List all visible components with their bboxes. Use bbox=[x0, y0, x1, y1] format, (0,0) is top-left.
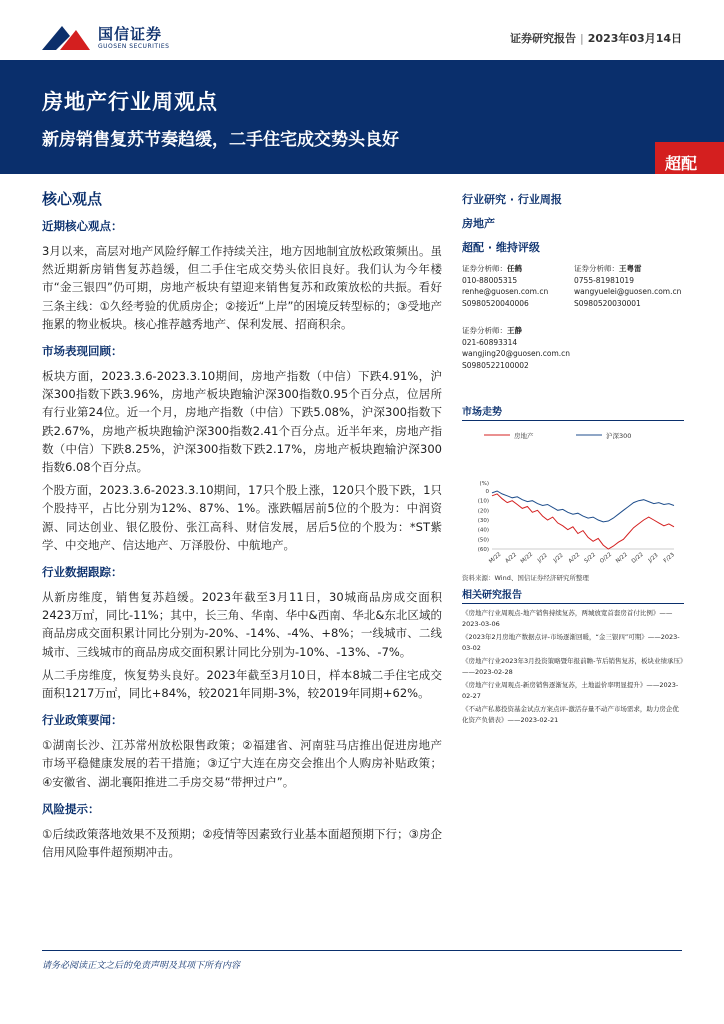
related-report[interactable]: 《2023年2月房地产数据点评-市场逐渐回暖，“金三银四”可期》——2023-03-02 bbox=[462, 633, 680, 652]
footer-disclaimer: 请务必阅读正文之后的免责声明及其项下所有内容 bbox=[42, 961, 241, 971]
y-tick-label: (40) bbox=[477, 527, 489, 534]
analyst-role: 证券分析师： bbox=[462, 326, 507, 335]
x-tick-label: A/22 bbox=[504, 551, 518, 565]
x-tick-label: J/23 bbox=[647, 552, 660, 564]
report-subtitle: 新房销售复苏节奏趋缓，二手住宅成交势头良好 bbox=[42, 130, 399, 150]
x-tick-label: J/22 bbox=[536, 552, 549, 564]
report-date: 2023年03月14日 bbox=[587, 32, 682, 45]
analyst-phone: 0755-81981019 bbox=[574, 275, 634, 285]
chart-title: 市场走势 bbox=[462, 403, 684, 421]
y-tick-label: 0 bbox=[485, 489, 489, 495]
related-report[interactable]: 《房地产行业周观点-新房销售逐渐复苏，土地溢价率明显提升》——2023-02-27 bbox=[462, 681, 679, 700]
x-tick-label: N/22 bbox=[615, 551, 629, 565]
logo-mark-icon bbox=[40, 22, 92, 52]
analyst-cert: S0980520030001 bbox=[574, 298, 641, 308]
paragraph: 从新房维度，销售复苏趋缓。2023年截至3月11日，30城商品房成交面积2423万㎡，同比-11%；其中，长三角、华南、华中&西南、华北&东北区域的商品房成交面积累计同比分别为-20%、-14%、-4%、+8%；一线城市、二线城市、三线城市的商品房成交面积累计同比分别为-10%、-13%、-7%。 bbox=[42, 590, 442, 659]
analyst-role: 证券分析师： bbox=[574, 264, 619, 273]
legend-label: 沪深300 bbox=[606, 432, 632, 440]
analyst-email[interactable]: wangyuelei@guosen.com.cn bbox=[574, 287, 682, 296]
sector-tag: 房地产 bbox=[462, 217, 495, 230]
section-heading-risk: 风险提示： bbox=[42, 801, 100, 816]
x-tick-label: J/22 bbox=[552, 552, 565, 564]
x-tick-label: D/22 bbox=[630, 551, 645, 565]
y-tick-label: (50) bbox=[477, 537, 489, 544]
related-report[interactable]: 《房地产行业周观点-地产销售持续复苏，两城放宽首套房首付比例》——2023-03-06 bbox=[462, 609, 673, 628]
main-column bbox=[42, 188, 442, 866]
logo-name: 国信证券 bbox=[98, 25, 163, 43]
chart-source: 资料来源：Wind、国信证券经济研究所整理 bbox=[462, 574, 589, 582]
analyst-card bbox=[462, 263, 574, 309]
report-type: 证券研究报告 bbox=[510, 32, 577, 45]
analyst-email[interactable]: wangjing20@guosen.com.cn bbox=[462, 349, 571, 358]
rating-tag: 超配 · 维持评级 bbox=[462, 241, 540, 254]
analyst-card bbox=[574, 263, 686, 309]
rating-badge bbox=[655, 142, 724, 174]
x-tick-label: S/22 bbox=[583, 551, 597, 565]
x-tick-label: O/22 bbox=[599, 551, 614, 565]
analyst-cert: S0980522100002 bbox=[462, 360, 529, 370]
chart-svg bbox=[462, 421, 684, 571]
analyst-name: 王粤雷 bbox=[619, 264, 642, 273]
analyst-name: 王静 bbox=[507, 326, 522, 335]
report-meta bbox=[510, 30, 682, 46]
paragraph: 板块方面，2023.3.6-2023.3.10期间，房地产指数（中信）下跌4.91%，沪深300指数下跌3.96%，房地产板块跑输沪深300指数0.95个百分点，位居所有行业第24位。近一个月，房地产指数（中信）下跌5.08%，沪深300指数下跌2.67%，房地产板块跑输沪深300指数2.41个百分点。近半年来，房地产指数（中信）下跌8.25%，沪深300指数下跌2.17%，房地产板块跑输沪深300指数6.08个百分点。 bbox=[42, 369, 442, 475]
meta-separator: | bbox=[580, 32, 584, 45]
section-heading-market: 市场表现回顾： bbox=[42, 344, 123, 359]
y-tick-label: (60) bbox=[477, 547, 489, 553]
analyst-name: 任鹤 bbox=[507, 264, 522, 273]
section-heading-data: 行业数据跟踪： bbox=[42, 565, 123, 580]
industry-tag: 行业研究 · 行业周报 bbox=[462, 193, 562, 206]
y-tick-label: (30) bbox=[477, 518, 489, 524]
paragraph: 个股方面，2023.3.6-2023.3.10期间，17只个股上涨，120只个股下跌，1只个股持平，占比分别为12%、87%、1%。涨跌幅居前5位的个股为：中润资源、同达创业、银亿股份、张江高科、财信发展，居后5位的个股为：*ST紫学、中交地产、信达地产、万泽股份、中航地产。 bbox=[42, 483, 442, 552]
analyst-block bbox=[462, 263, 684, 395]
section-heading-core: 近期核心观点： bbox=[42, 219, 123, 233]
report-title: 房地产行业周观点 bbox=[42, 90, 218, 114]
paragraph: 从二手房维度，恢复势头良好。2023年截至3月10日，样本8城二手住宅成交面积1217万㎡，同比+84%，较2021年同期-3%，较2019年同期+62%。 bbox=[42, 667, 442, 701]
x-tick-label: M/22 bbox=[488, 551, 503, 565]
x-tick-label: F/23 bbox=[662, 552, 676, 565]
y-tick-label: (10) bbox=[477, 498, 489, 505]
paragraph: ①湖南长沙、江苏常州放松限售政策；②福建省、河南驻马店推出促进房地产市场平稳健康发展的若干措施；③辽宁大连在房交会推出个人购房补贴政策；④安徽省、湖北襄阳推进二手房交易“带押过户”。 bbox=[42, 738, 442, 789]
x-tick-label: A/22 bbox=[567, 551, 582, 565]
rating-badge-label: 超配 bbox=[665, 154, 698, 173]
analyst-email[interactable]: renhe@guosen.com.cn bbox=[462, 287, 549, 296]
x-tick-label: M/22 bbox=[519, 551, 535, 565]
related-report[interactable]: 《不动产私募投资基金试点方案点评-激活存量不动产市场需求，助力房企优化资产负债表》——2023-02-21 bbox=[462, 705, 679, 724]
market-trend-chart bbox=[462, 421, 684, 571]
section-heading-policy: 行业政策要闻： bbox=[42, 713, 123, 728]
analyst-role: 证券分析师： bbox=[462, 264, 507, 273]
footer-divider bbox=[42, 950, 682, 951]
core-title: 核心观点 bbox=[42, 190, 103, 208]
guosen-logo bbox=[40, 22, 180, 52]
logo-sub: GUOSEN SECURITIES bbox=[98, 43, 170, 50]
paragraph: ①后续政策落地效果不及预期；②疫情等因素致行业基本面超预期下行；③房企信用风险事件超预期冲击。 bbox=[42, 826, 442, 860]
y-tick-label: (%) bbox=[479, 481, 489, 487]
related-report[interactable]: 《房地产行业2023年3月投资策略暨年报前瞻-节后销售复苏，板块业绩承压》——2023-02-28 bbox=[462, 657, 684, 676]
related-title: 相关研究报告 bbox=[462, 586, 684, 604]
legend-label: 房地产 bbox=[514, 432, 534, 440]
analyst-cert: S0980520040006 bbox=[462, 298, 529, 308]
paragraph: 3月以来，高层对地产风险纾解工作持续关注，地方因地制宜放松政策频出。虽然近期新房销售复苏趋缓，但二手住宅成交势头依旧良好。我们认为今年楼市“金三银四”仍可期，房地产板块有望迎来销售复苏和政策放松的共振。看好三条主线：①久经考验的优质房企；②接近“上岸”的困境反转型标的；③受地产拖累的物业板块。核心推荐越秀地产、保利发展、招商积余。 bbox=[42, 244, 442, 331]
series-line-real-estate bbox=[492, 494, 674, 549]
analyst-phone: 010-88005315 bbox=[462, 275, 518, 285]
y-tick-label: (20) bbox=[477, 508, 489, 515]
analyst-phone: 021-60893314 bbox=[462, 337, 518, 347]
analyst-card bbox=[462, 325, 574, 371]
title-banner bbox=[0, 60, 724, 174]
side-column bbox=[462, 191, 684, 728]
